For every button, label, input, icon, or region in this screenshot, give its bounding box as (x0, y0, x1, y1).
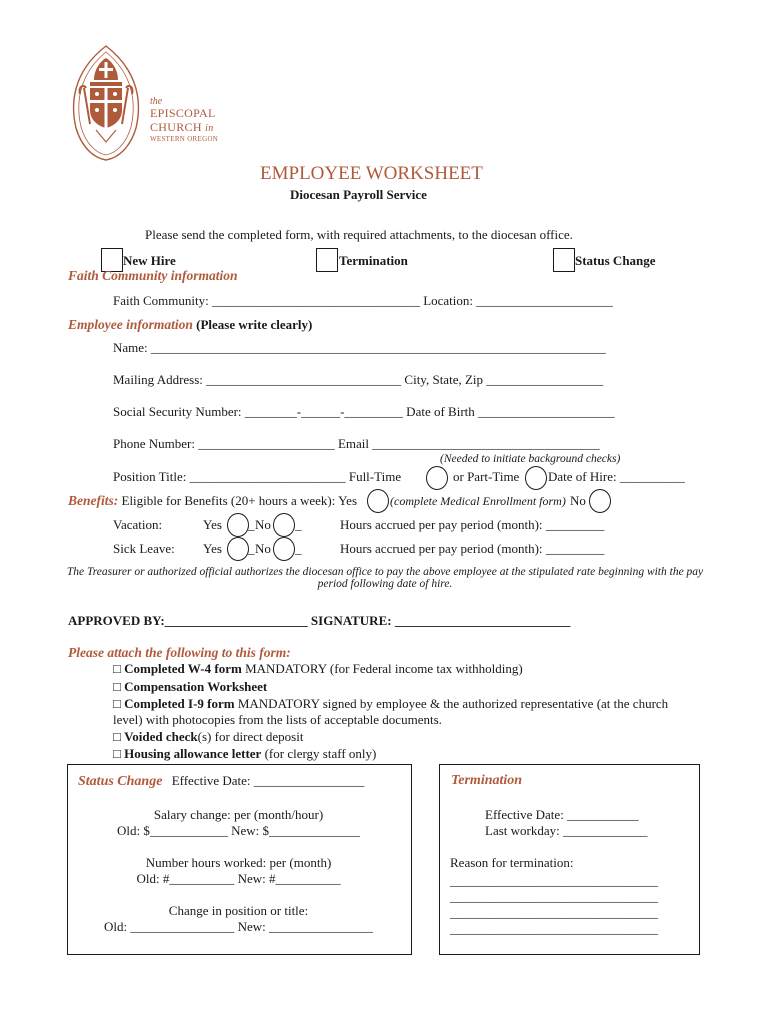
diocese-seal-icon (66, 44, 146, 162)
attachment-item-bold: Compensation Worksheet (124, 679, 268, 694)
authorization-line-2: period following date of hire. (317, 578, 453, 590)
checkbox-glyph-icon: □ (113, 679, 121, 694)
mailing-address-field[interactable]: Mailing Address: ______________________________ City, State, Zip __________________ (113, 372, 604, 387)
termination-label: Termination (339, 253, 408, 268)
last-workday-field[interactable]: Last workday: _____________ (485, 823, 648, 838)
checkbox-glyph-icon: □ (113, 661, 121, 676)
status-change-checkbox[interactable] (553, 248, 575, 272)
attachment-item-rest: MANDATORY (for Federal income tax withholding) (241, 661, 523, 676)
logo-line-the: the (150, 96, 163, 107)
attachment-item-bold: Housing allowance letter (124, 746, 262, 761)
salary-change-label: Salary change: per (month/hour) (153, 807, 324, 822)
hours-worked-label: Number hours worked: per (month) (145, 855, 332, 870)
attachment-item (113, 661, 523, 677)
status-change-effective-field[interactable]: Effective Date: _________________ (171, 773, 365, 788)
attachment-item (113, 696, 668, 712)
attachment-item-rest: (s) for direct deposit (197, 729, 304, 744)
vacation-no-blank: _ (295, 517, 302, 532)
sick-no-label: No (255, 541, 271, 556)
approval-signature-field[interactable]: APPROVED BY:______________________ SIGNATURE: ___________________________ (68, 613, 571, 628)
employee-info-note: (Please write clearly) (196, 317, 313, 332)
termination-reason-label: Reason for termination: (450, 855, 574, 870)
vacation-hours-field[interactable]: Hours accrued per pay period (month): _________ (340, 517, 605, 532)
attachment-item-bold: Voided check (124, 729, 198, 744)
page-title: EMPLOYEE WORKSHEET (260, 163, 483, 184)
status-change-panel-title: Status Change (78, 774, 163, 789)
sick-no-blank: _ (295, 541, 302, 556)
termination-reason-line[interactable]: ________________________________ (450, 905, 658, 920)
position-title-field[interactable]: Position Title: ________________________ Full-Time (113, 469, 402, 484)
vacation-no-radio[interactable] (273, 513, 295, 537)
status-change-label: Status Change (575, 253, 656, 268)
attachments-heading: Please attach the following to this form: (68, 645, 291, 660)
authorization-line-1: The Treasurer or authorized official authorizes the diocesan office to pay the above employee at the stipulated rate beginning with the pay (66, 566, 704, 578)
termination-checkbox[interactable] (316, 248, 338, 272)
termination-reason-line[interactable]: ________________________________ (450, 873, 658, 888)
sick-hours-field[interactable]: Hours accrued per pay period (month): _________ (340, 541, 605, 556)
ssn-dob-field[interactable]: Social Security Number: ________-______-_________ Date of Birth _____________________ (113, 404, 615, 419)
date-of-hire-field[interactable]: Date of Hire: __________ (548, 469, 685, 484)
benefits-heading: Benefits: (68, 493, 119, 508)
sick-leave-label: Sick Leave: (113, 541, 175, 556)
checkbox-glyph-icon: □ (113, 729, 121, 744)
faith-community-heading: Faith Community information (68, 268, 238, 283)
attachment-item-rest: (for clergy staff only) (261, 746, 377, 761)
full-time-radio[interactable] (426, 466, 448, 490)
checkbox-glyph-icon: □ (113, 746, 121, 761)
vacation-no-label: No (255, 517, 271, 532)
part-time-radio[interactable] (525, 466, 547, 490)
hours-worked-field[interactable]: Old: #__________ New: #__________ (136, 871, 341, 886)
vacation-yes-blank: _ (248, 517, 255, 532)
benefits-eligible-text: Eligible for Benefits (20+ hours a week): Yes (121, 493, 358, 508)
position-change-field[interactable]: Old: ________________ New: ________________ (103, 919, 374, 934)
benefits-no-radio[interactable] (589, 489, 611, 513)
logo-line-church (150, 120, 214, 135)
termination-reason-line[interactable]: ________________________________ (450, 889, 658, 904)
logo-line-episcopal: EPISCOPAL (150, 106, 216, 120)
attachment-item (113, 729, 303, 745)
termination-reason-line[interactable]: ________________________________ (450, 921, 658, 936)
attachment-item (113, 746, 376, 762)
attachment-item-bold: Completed I-9 form (124, 696, 235, 711)
sick-yes-radio[interactable] (227, 537, 249, 561)
attachment-continuation: level) with photocopies from the lists of acceptable documents. (113, 712, 442, 727)
attachment-item-rest: MANDATORY signed by employee & the authorized representative (at the church (234, 696, 669, 711)
benefits-yes-radio[interactable] (367, 489, 389, 513)
checkbox-glyph-icon: □ (113, 696, 121, 711)
vacation-yes-label: Yes (203, 517, 222, 532)
authorization-statement (60, 566, 710, 590)
phone-email-field[interactable]: Phone Number: _____________________ Email ___________________________________ (113, 436, 600, 451)
sick-no-radio[interactable] (273, 537, 295, 561)
employee-info-title: Employee information (68, 317, 193, 332)
salary-change-field[interactable]: Old: $____________ New: $______________ (116, 823, 361, 838)
position-change-label: Change in position or title: (168, 903, 309, 918)
attachment-item-bold: Completed W-4 form (124, 661, 242, 676)
part-time-text: or Part-Time (453, 469, 520, 484)
vacation-label: Vacation: (113, 517, 163, 532)
logo-line-western-oregon: WESTERN OREGON (150, 135, 219, 143)
part-time-label (453, 469, 519, 485)
termination-panel-title: Termination (451, 773, 523, 788)
email-note: (Needed to initiate background checks) (440, 453, 621, 465)
termination-effective-field[interactable]: Effective Date: ___________ (485, 807, 639, 822)
name-field[interactable]: Name: ______________________________________________________________________ (113, 340, 606, 355)
employee-info-heading (68, 317, 312, 333)
new-hire-label: New Hire (123, 253, 176, 268)
vacation-yes-radio[interactable] (227, 513, 249, 537)
sick-yes-blank: _ (248, 541, 255, 556)
status-change-header (78, 773, 364, 790)
instructions-text: Please send the completed form, with required attachments, to the diocesan office. (145, 227, 573, 242)
sick-yes-label: Yes (203, 541, 222, 556)
faith-community-field[interactable]: Faith Community: ________________________________ Location: _____________________ (113, 293, 613, 308)
attachment-item (113, 679, 267, 695)
logo-in-word: in (205, 123, 214, 134)
benefits-eligible-row (68, 493, 357, 509)
logo-church-word: CHURCH (150, 120, 202, 134)
enrollment-note: (complete Medical Enrollment form) (390, 494, 566, 508)
page-subtitle: Diocesan Payroll Service (290, 187, 427, 202)
benefits-no-label: No (570, 493, 586, 508)
